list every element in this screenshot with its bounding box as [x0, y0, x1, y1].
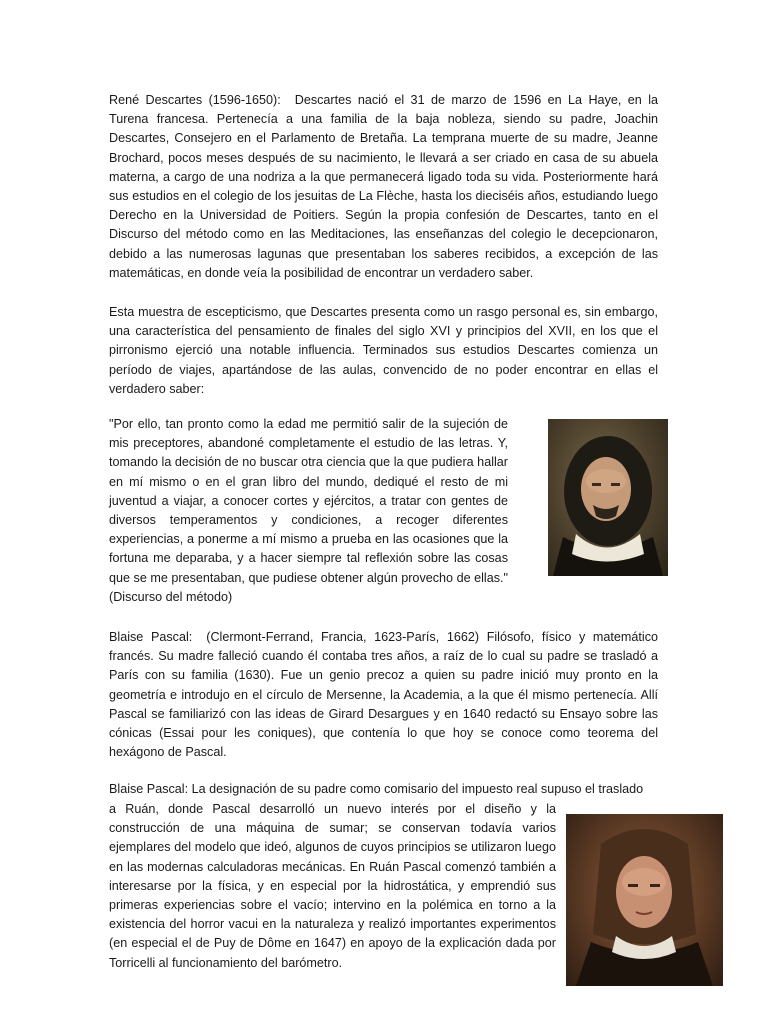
pascal-intro-text: (Clermont-Ferrand, Francia, 1623-París, 1662) Filósofo, físico y matemático francés. Su madre falleció cuando él contaba tres años, a raíz de lo cual su padre se trasladó a París con su familia (1630). Fue un genio precoz a quien su padre inició muy pronto en la geometría e introdujo en el círculo de Mersenne, la Academia, a la que él mismo pertenecía. Allí Pascal se familiarizó con las ideas de Girard Desargues y en 1640 redactó su Ensayo sobre las cónicas (Essai pour les coniques), que contenía lo que hoy se conoce como teorema del hexágono de Pascal. — [109, 630, 658, 760]
pascal-portrait — [566, 814, 723, 986]
pascal-heading: Blaise Pascal: — [109, 630, 193, 644]
paragraph-pascal-intro — [109, 628, 658, 762]
paragraph-skepticism: Esta muestra de escepticismo, que Descartes presenta como un rasgo personal es, sin embargo, una característica del pensamiento de finales del siglo XVI y principios del XVII, en los que el pirronismo ejerció una notable influencia. Terminados sus estudios Descartes comienza un período de viajes, apartándose de las aulas, convencido de no poder encontrar en ellas el verdadero saber: — [109, 305, 658, 396]
descartes-portrait-art — [548, 419, 668, 576]
descartes-heading: René Descartes (1596-1650): — [109, 93, 281, 107]
pascal-portrait-art — [566, 814, 723, 986]
descartes-intro-text: Descartes nació el 31 de marzo de 1596 en La Haye, en la Turena francesa. Pertenecía a una familia de la baja nobleza, siendo su padre, Joachin Descartes, Consejero en el Parlamento de Bretaña. La temprana muerte de su madre, Jeanne Brochard, pocos meses después de su nacimiento, le llevará a ser criado en casa de su abuela materna, a cargo de una nodriza a la que permanecerá ligado toda su vida. Posteriormente hará sus estudios en el colegio de los jesuitas de La Flèche, hasta los dieciséis años, estudiando luego Derecho en la Universidad de Poitiers. Según la propia confesión de Descartes, tanto en el Discurso del método como en las Meditaciones, las enseñanzas del colegio le decepcionaron, debido a las numerosas lagunas que presentaban los saberes recibidos, a excepción de las matemáticas, en donde veía la posibilidad de encontrar un verdadero saber. — [109, 93, 658, 280]
paragraph-pascal-ruan-first-line: Blaise Pascal: La designación de su padre como comisario del impuesto real supuso el traslado — [109, 782, 644, 796]
paragraph-descartes-intro — [109, 91, 658, 283]
descartes-portrait — [548, 419, 668, 576]
paragraph-pascal-ruan: a Ruán, donde Pascal desarrolló un nuevo interés por el diseño y la construcción de una máquina de sumar; se conservan todavía varios ejemplares del modelo que ideó, algunos de cuyos principios se utilizaron luego en las modernas calculadoras mecánicas. En Ruán Pascal comenzó también a interesarse por la física, y en especial por la hidrostática, y emprendió sus primeras experiencias sobre el vacío; intervino en la polémica en torno a la existencia del horror vacui en la naturaleza y realizó importantes experimentos (en especial el de Puy de Dôme en 1647) en apoyo de la explicación dada por Torricelli al funcionamiento del barómetro. — [109, 802, 556, 970]
paragraph-quote: "Por ello, tan pronto como la edad me permitió salir de la sujeción de mis preceptores, abandoné completamente el estudio de las letras. Y, tomando la decisión de no buscar otra ciencia que la que pudiera hallar en mí mismo o en el gran libro del mundo, dediqué el resto de mi juventud a viajar, a conocer cortes y ejércitos, a tratar con gentes de diversos temperamentos y condiciones, a recoger diferentes experiencias, a ponerme a mí mismo a prueba en las ocasiones que la fortuna me deparaba, y a hacer siempre tal reflexión sobre las cosas que se me presentaban, que pudiese obtener algún provecho de ellas." (Discurso del método) — [109, 417, 508, 604]
